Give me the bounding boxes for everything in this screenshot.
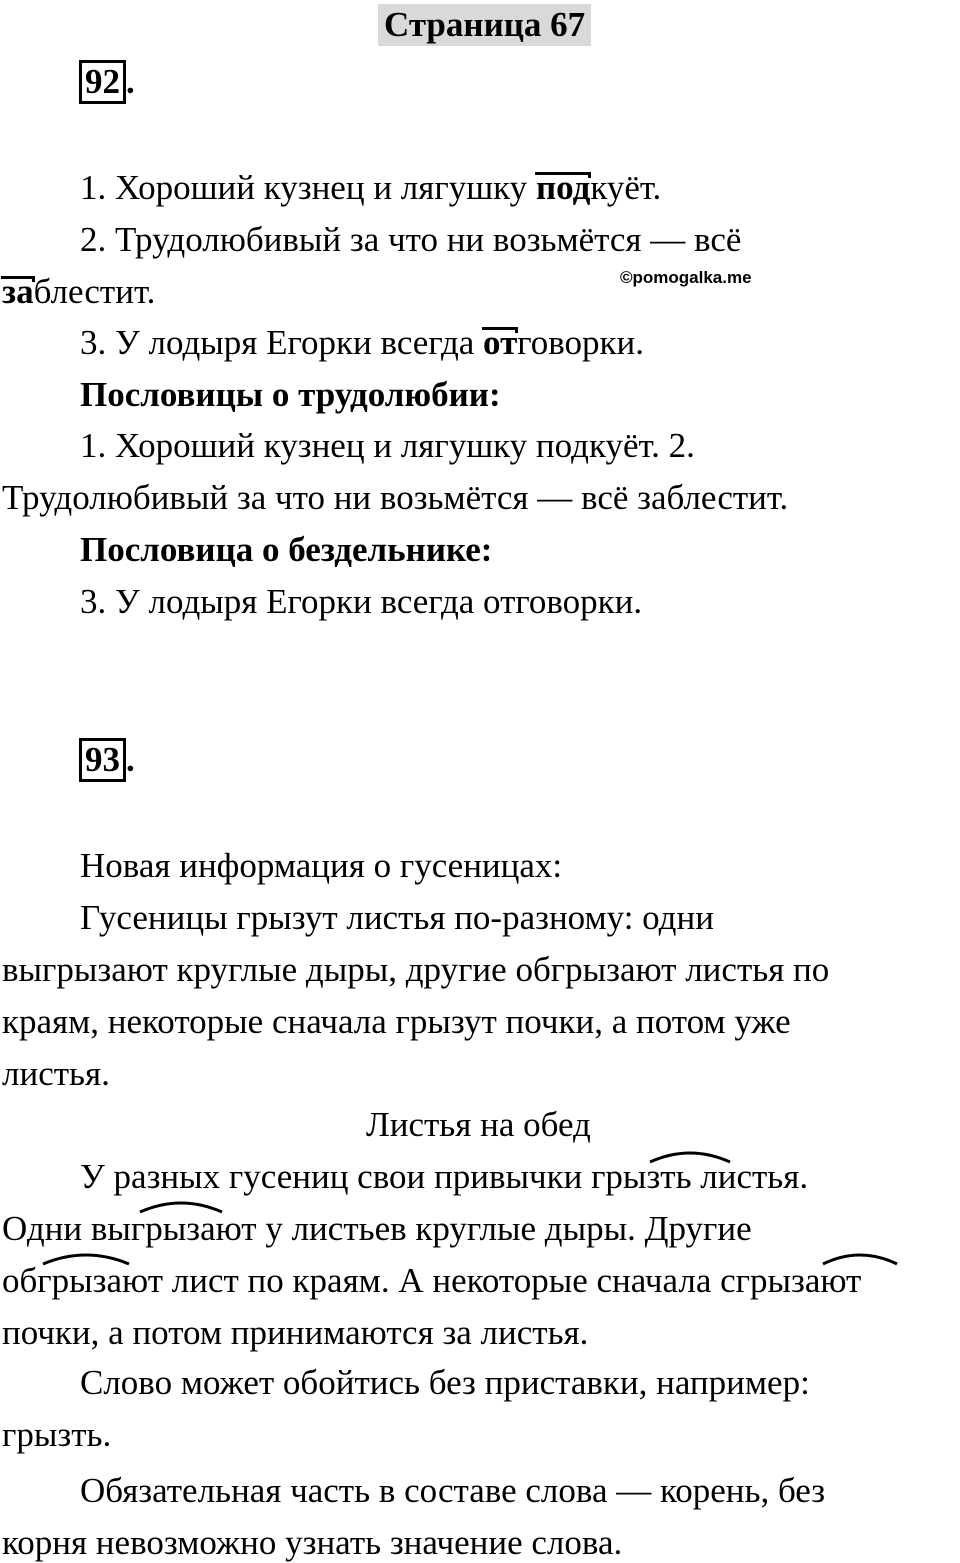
task-number-box: 92 (79, 60, 126, 104)
paragraph-line: Гусеницы грызут листья по-разному: одни (80, 898, 714, 937)
paragraph-line: краям, некоторые сначала грызут почки, а потом уже (2, 1002, 791, 1041)
prefix-mark (1, 276, 35, 282)
diligence-line-1: 1. Хороший кузнец и лягушку подкуёт. 2. (80, 426, 695, 465)
watermark: ©pomogalka.me (620, 268, 752, 287)
prefix-marked (536, 168, 590, 208)
task92-sentence-1 (80, 168, 661, 208)
note-line: корня невозможно узнать значение слова. (2, 1523, 623, 1562)
paragraph-line: листья. (2, 1054, 110, 1093)
prefix-text: за (2, 272, 34, 311)
task-number-93 (79, 738, 135, 782)
prefix-mark (482, 327, 518, 333)
task92-sentence-2-line-2 (2, 272, 155, 312)
sentence-text: говорки. (517, 323, 645, 362)
heading-idler: Пословица о бездельнике: (80, 530, 493, 569)
sentence-text: 1. Хороший кузнец и лягушку (80, 168, 536, 207)
note-line: Слово может обойтись без приставки, например: (80, 1363, 810, 1402)
idler-line: 3. У лодыря Егорки всегда отговорки. (80, 582, 643, 621)
task-number-box: 93 (79, 738, 126, 782)
task-number-92 (79, 60, 135, 104)
diligence-line-2: Трудолюбивый за что ни возьмётся — всё заблестит. (2, 478, 789, 517)
heading-diligence: Пословицы о трудолюбии: (80, 375, 501, 414)
prefix-text: под (535, 168, 591, 207)
note-line: Обязательная часть в составе слова — корень, без (80, 1471, 826, 1510)
story-line: Одни выгрызают у листьев круглые дыры. Другие (2, 1209, 752, 1248)
sentence-text: блестит. (33, 272, 156, 311)
page-title: Страница 67 (378, 4, 591, 46)
paragraph-line: выгрызают круглые дыры, другие обгрызают листья по (2, 950, 830, 989)
task92-sentence-2-line-1: 2. Трудолюбивый за что ни возьмётся — всё (80, 220, 742, 259)
story-title: Листья на обед (366, 1105, 591, 1144)
sentence-text: куёт. (590, 168, 662, 207)
prefix-mark (535, 172, 591, 178)
task-number-suffix: . (126, 740, 135, 779)
task-number-suffix: . (126, 62, 135, 101)
story-line: почки, а потом принимаются за листья. (2, 1313, 589, 1352)
story-line: У разных гусениц свои привычки грызть листья. (80, 1157, 809, 1196)
note-line: грызть. (2, 1415, 112, 1454)
story-line: обгрызают лист по краям. А некоторые сначала сгрызают (2, 1261, 862, 1300)
sentence-text: 3. У лодыря Егорки всегда (80, 323, 484, 362)
task93-intro: Новая информация о гусеницах: (80, 846, 563, 885)
task92-sentence-3 (80, 323, 644, 363)
prefix-marked (2, 272, 34, 312)
prefix-marked (483, 323, 517, 363)
prefix-text: от (483, 323, 518, 362)
